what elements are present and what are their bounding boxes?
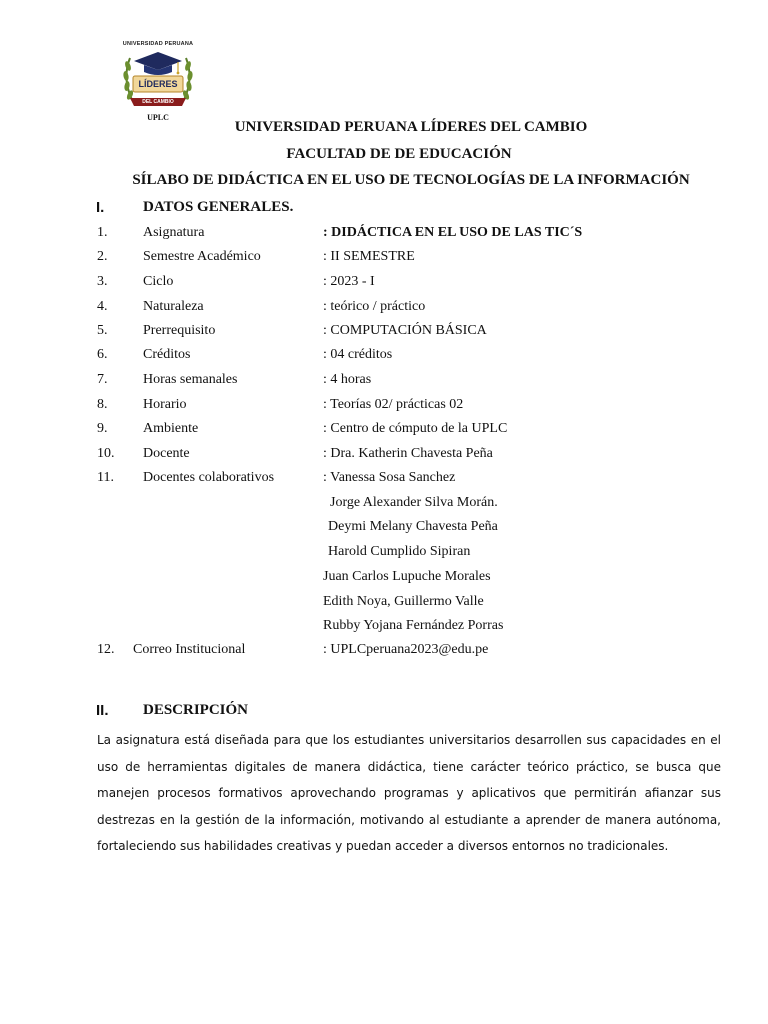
logo-arc-bottom-text: DEL CAMBIO bbox=[142, 99, 174, 105]
row-value: : Teorías 02/ prácticas 02 bbox=[323, 397, 464, 412]
row-number: 6. bbox=[97, 347, 108, 362]
row-label: Créditos bbox=[143, 347, 191, 362]
row-label: Correo Institucional bbox=[133, 642, 246, 657]
collaborator-name: Edith Noya, Guillermo Valle bbox=[323, 594, 484, 609]
data-row bbox=[0, 446, 768, 466]
data-row bbox=[0, 225, 768, 245]
data-row bbox=[0, 323, 768, 343]
row-label: Prerrequisito bbox=[143, 323, 216, 338]
data-row bbox=[0, 397, 768, 417]
row-number: 11. bbox=[97, 470, 114, 485]
row-value: : Vanessa Sosa Sanchez bbox=[323, 470, 456, 485]
row-value: : II SEMESTRE bbox=[323, 249, 415, 264]
data-row bbox=[0, 249, 768, 269]
row-value: : COMPUTACIÓN BÁSICA bbox=[323, 323, 487, 338]
collaborator-name: Harold Cumplido Sipiran bbox=[328, 544, 471, 559]
row-value: : Dra. Katherin Chavesta Peña bbox=[323, 446, 493, 461]
university-title: UNIVERSIDAD PERUANA LÍDERES DEL CAMBIO bbox=[234, 119, 588, 135]
row-label: Horas semanales bbox=[143, 372, 238, 387]
faculty-title: FACULTAD DE DE EDUCACIÓN bbox=[286, 146, 512, 162]
row-number: 8. bbox=[97, 397, 108, 412]
logo-arc-top-text: UNIVERSIDAD PERUANA bbox=[122, 41, 194, 47]
row-label: Ciclo bbox=[143, 274, 174, 289]
row-number: 3. bbox=[97, 274, 108, 289]
section-1-title: DATOS GENERALES. bbox=[143, 199, 294, 215]
data-row bbox=[0, 274, 768, 294]
row-value: : teórico / práctico bbox=[323, 299, 426, 314]
row-label: Naturaleza bbox=[143, 299, 204, 314]
row-label: Ambiente bbox=[143, 421, 199, 436]
row-number: 12. bbox=[97, 642, 115, 657]
row-value: : DIDÁCTICA EN EL USO DE LAS TIC´S bbox=[323, 225, 583, 240]
row-label: Semestre Académico bbox=[143, 249, 261, 264]
row-value: : 2023 - I bbox=[323, 274, 375, 289]
row-number: 2. bbox=[97, 249, 108, 264]
data-row bbox=[0, 470, 768, 490]
logo-name-text: LÍDERES bbox=[138, 79, 178, 89]
row-value: : Centro de cómputo de la UPLC bbox=[323, 421, 508, 436]
row-number: 7. bbox=[97, 372, 108, 387]
data-row bbox=[0, 642, 768, 662]
row-value: : UPLCperuana2023@edu.pe bbox=[323, 642, 489, 657]
collaborator-name: Rubby Yojana Fernández Porras bbox=[323, 618, 504, 633]
syllabus-title: SÍLABO DE DIDÁCTICA EN EL USO DE TECNOLOGÍAS DE LA INFORMACIÓN bbox=[132, 172, 690, 188]
row-value: : 4 horas bbox=[323, 372, 372, 387]
data-row bbox=[0, 299, 768, 319]
section-1-number: I. bbox=[96, 199, 105, 216]
row-number: 1. bbox=[97, 225, 108, 240]
row-label: Horario bbox=[143, 397, 187, 412]
university-logo bbox=[120, 38, 196, 124]
row-label: Asignatura bbox=[143, 225, 205, 240]
row-value: : 04 créditos bbox=[323, 347, 393, 362]
section-2-title: DESCRIPCIÓN bbox=[143, 702, 249, 718]
row-number: 10. bbox=[97, 446, 115, 461]
row-number: 5. bbox=[97, 323, 108, 338]
collaborator-name: Deymi Melany Chavesta Peña bbox=[328, 519, 498, 534]
row-label: Docente bbox=[143, 446, 190, 461]
data-row bbox=[0, 347, 768, 367]
description-paragraph: La asignatura está diseñada para que los estudiantes universitarios desarrollen sus capacidades en el uso de herramientas digitales de manera didáctica, tiene carácter teórico práctico, se busca que manejen procesos formativos aprovechando programas y aplicativos que permitirán afianzar sus destrezas en la gestión de la información, motivando al estudiante a aprender de manera autónoma, fortaleciendo sus habilidades creativas y puedan acceder a diversos entornos no tradicionales. bbox=[97, 733, 721, 853]
collaborator-name: Jorge Alexander Silva Morán. bbox=[330, 495, 498, 510]
logo-abbr: UPLC bbox=[147, 113, 169, 122]
row-number: 4. bbox=[97, 299, 108, 314]
row-number: 9. bbox=[97, 421, 108, 436]
row-label: Docentes colaborativos bbox=[143, 470, 275, 485]
data-row bbox=[0, 372, 768, 392]
collaborator-name: Juan Carlos Lupuche Morales bbox=[323, 569, 491, 584]
section-2-number: II. bbox=[96, 702, 109, 719]
data-row bbox=[0, 421, 768, 441]
